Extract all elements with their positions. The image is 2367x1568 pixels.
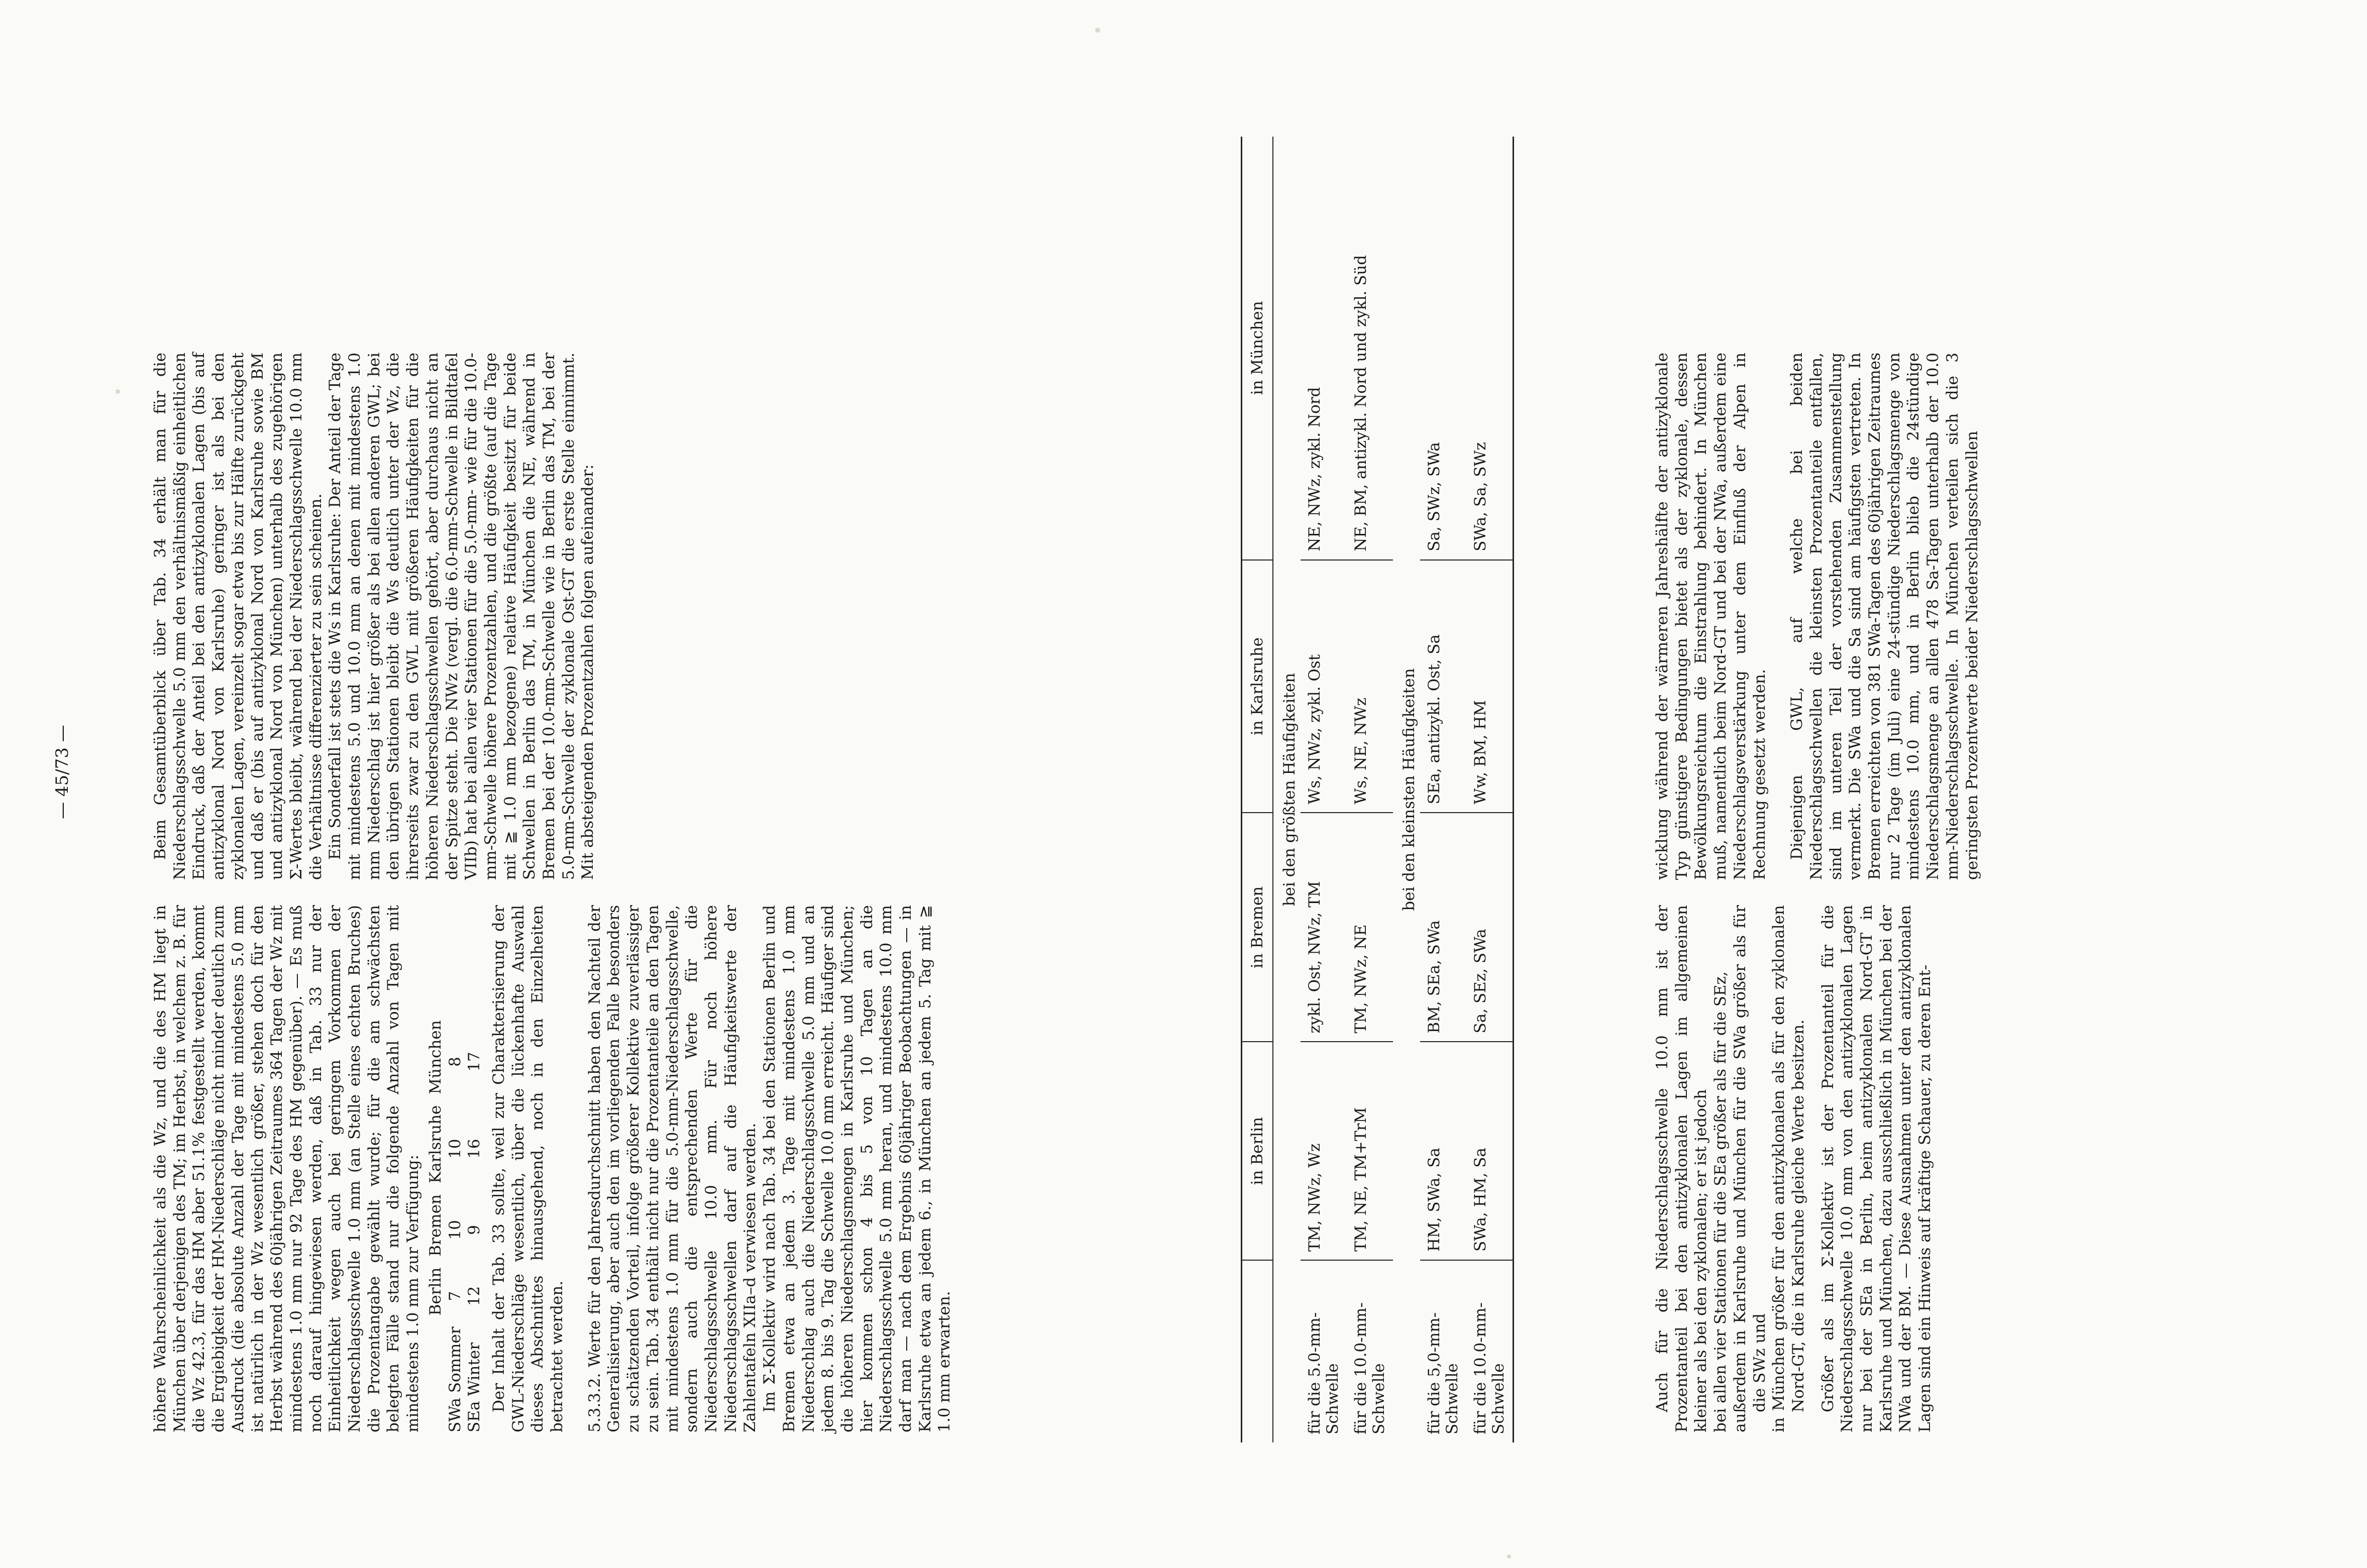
right-column-bottom: [1653, 353, 1982, 880]
table-cell: 7: [446, 1291, 464, 1301]
table-cell: Sa, SWz, SWa: [1420, 137, 1466, 560]
table-cell: 8: [446, 1057, 464, 1067]
scan-speck: [1507, 1554, 1511, 1558]
paragraph: Beim Gesamtüberblick über Tab. 34 erhält man für die Niederschlagsschwelle 5.0 mm den verhältnismäßig einheitlichen Eindruck, daß der Anteil bei den antizyklonalen Lagen (bis auf antizyklonal Nord von Karlsruhe) geringer ist als bei den zyklonalen Lagen, vereinzelt sogar etwa bis zur Hälfte zurückgeht und daß er (bis auf antizyklonal Nord von Karlsruhe sowie BM und antizyklonal Nord von München) unterhalb des zugehörigen Σ-Wertes bleibt, während bei der Niederschlagsschwelle 10.0 mm die Verhältnisse differenzierter zu sein scheinen.: [151, 353, 325, 880]
paragraph: 5.3.3.2. Werte für den Jahresdurchschnitt haben den Nachteil der Generalisierung, aber auch den im vorliegenden Falle besonders zu schätzenden Vorteil, infolge größerer Kollektive zuverlässiger zu sein. Tab. 34 enthält nicht nur die Prozentanteile an den Tagen mit mindestens 1.0 mm für die 5.0-mm-Niederschlagsschwelle, sondern auch die entsprechenden Werte für die Niederschlagsschwelle 10.0 mm. Für noch höhere Niederschlagsschwellen darf auf die Häufigkeitswerte der Zahlentafeln XIIa–d verwiesen werden.: [585, 905, 760, 1432]
table-row: [1301, 137, 1347, 1442]
paragraph: Diejenigen GWL, auf welche bei beiden Niederschlagsschwellen die kleinsten Prozentanteile entfallen, sind im unteren Teil der vorstehenden Zusammenstellung vermerkt. Die SWa und die Sa sind am häufigsten vertreten. In Bremen erreichten von 381 SWa-Tagen des 60jährigen Zeitraumes nur 2 Tage (im Juli) eine 24-stündige Niederschlagsmenge von mindestens 10.0 mm, und in Berlin blieb die 24stündige Niederschlagsmenge an allen 478 Sa-Tagen unterhalb der 10.0 mm-Niederschlagsschwelle. In München verteilen sich die 3 geringsten Prozentwerte beider Niederschlagsschwellen: [1788, 353, 1981, 880]
table-cell: Ws, NWz, zykl. Ost: [1301, 560, 1347, 813]
paragraph: höhere Wahrscheinlichkeit als die Wz, und die des HM liegt in München über derjenigen des TM; im Herbst, in welchem z. B. für die Wz 42.3, für das HM aber 51.1% festgestellt werden, kommt die Ergiebigkeit der HM-Niederschläge nicht minder deutlich zum Ausdruck (die absolute Anzahl der Tage mit mindestens 5.0 mm ist natürlich in der Wz wesentlich größer, stehen doch für den Herbst während des 60jährigen Zeitraumes 364 Tagen der Wz mit mindestens 1.0 mm nur 92 Tage des HM gegenüber). — Es muß noch darauf hingewiesen werden, daß in Tab. 33 nur der Einheitlichkeit wegen auch bei geringem Vorkommen der Niederschlagsschwelle 1.0 mm (an Stelle eines echten Bruches) die Prozentangabe gewählt wurde; für die am schwächsten belegten Fälle stand nur die folgende Anzahl von Tagen mit mindestens 1.0 mm zur Verfügung:: [151, 905, 422, 1432]
table-header: in Bremen: [1242, 813, 1273, 1042]
paragraph: Ein Sonderfall ist stets die Ws in Karlsruhe: Der Anteil der Tage mit mindestens 5.0 und 10.0 mm an denen mit mindestens 1.0 mm Niederschlag ist hier größer als bei allen anderen GWL; bei den übrigen Stationen bleibt die Ws deutlich unter der Wz, die ihrerseits zwar zu den GWL mit größeren Häufigkeiten für die höheren Niederschlagsschwellen gehört, aber durchaus nicht an der Spitze steht. Die NWz (vergl. die 6.0-mm-Schwelle in Bildtafel VIIb) hat bei allen vier Stationen für die 5.0-mm- wie für die 10.0-mm-Schwelle höhere Prozentzahlen, und die größte (auf die Tage mit ≧ 1.0 mm bezogene) relative Häufigkeit besitzt für beide Schwellen in Berlin das TM, in München die NE, während in Bremen bei der 10.0-mm-Schwelle wie in Berlin das TM, bei der 5.0-mm-Schwelle der zyklonale Ost-GT die erste Stelle einnimmt. Mit absteigenden Prozentzahlen folgen aufeinander:: [326, 353, 597, 880]
paragraph: Im Σ-Kollektiv wird nach Tab. 34 bei den Stationen Berlin und Bremen etwa an jedem 3. Tage mit mindestens 1.0 mm Niederschlag auch die Niederschlagsschwelle 5.0 mm und an jedem 8. bis 9. Tag die Schwelle 10.0 mm erreicht. Häufiger sind die höheren Niederschlagsmengen in Karlsruhe und München; hier kommen schon 4 bis 5 von 10 Tagen an die Niederschlagsschwelle 5.0 mm heran, und mindestens 10.0 mm darf man — nach dem Ergebnis 60jähriger Beobachtungen — in Karlsruhe etwa an jedem 6., in München an jedem 5. Tag mit ≧ 1.0 mm erwarten.: [761, 905, 954, 1432]
table-header: Karlsruhe: [426, 1105, 445, 1183]
table-cell: SWa, Sa, SWz: [1466, 137, 1514, 560]
table-cell: BM, SEa, SWa: [1420, 813, 1466, 1042]
table-header: in Berlin: [1242, 1042, 1273, 1260]
table-header: [1242, 1260, 1273, 1442]
table-header: Berlin: [426, 1267, 445, 1316]
table-header: Bremen: [426, 1194, 445, 1257]
table-cell: TM, NWz, NE: [1347, 813, 1393, 1042]
table-cell: SWa, HM, Sa: [1466, 1042, 1514, 1260]
table-cell: SWa Sommer: [446, 1326, 464, 1432]
page-number: — 45/73 —: [52, 725, 72, 819]
right-column-top-text: [151, 353, 598, 880]
table-cell: für die 5.0-mm-Schwelle: [1306, 1312, 1342, 1434]
table-row: [446, 1009, 465, 1432]
table-header-row: [1242, 137, 1273, 1442]
paragraph: wicklung während der wärmeren Jahreshälfte der antizyklonale Typ günstigere Bedingungen bietet als der zyklonale, dessen Bewölkungsreichtum die Einstrahlung behindert. In München muß, namentlich beim Nord-GT und bei der NWa, außerdem eine Niederschlagsverstärkung unter dem Einfluß der Alpen in Rechnung gesetzt werden.: [1653, 353, 1769, 880]
paragraph: Auch für die Niederschlagsschwelle 10.0 mm ist der Prozentanteil bei den antizyklonalen Lagen im allgemeinen kleiner als bei den zyklonalen; er ist jedoch: [1653, 905, 1710, 1432]
paragraph: Der Inhalt der Tab. 33 sollte, weil zur Charakterisierung der GWL-Niederschläge wesentlich, über die lückenhafte Auswahl dieses Abschnittes hinausgehend, noch in den Einzelheiten betrachtet werden.: [489, 905, 567, 1432]
rainy-days-table: [426, 1009, 484, 1432]
table-cell: SEa, antizykl. Ost, Sa: [1420, 560, 1466, 813]
table-cell: Ww, BM, HM: [1466, 560, 1514, 813]
table-cell: TM, NWz, Wz: [1301, 1042, 1347, 1260]
table-row: [1347, 137, 1393, 1442]
table-header: [426, 1315, 446, 1432]
table-cell: für die 10.0-mm-Schwelle: [1352, 1302, 1388, 1434]
table-cell: NE, BM, antizykl. Nord und zykl. Süd: [1347, 137, 1393, 560]
table-cell: SEa Winter: [465, 1342, 484, 1432]
group-heading-largest: bei den größten Häufigkeiten: [1280, 673, 1299, 907]
table-group-row: [1273, 137, 1301, 1442]
frequency-table: [1241, 137, 1514, 1442]
table-cell: 10: [446, 1220, 464, 1240]
table-header-row: [426, 1009, 446, 1432]
table-cell: 9: [465, 1224, 484, 1235]
list-item: in München größer für den antizyklonalen als für den zyklonalen Nord-GT, die in Karlsruhe gleiche Werte besitzen.: [1770, 905, 1807, 1432]
table-cell: 10: [446, 1139, 464, 1159]
list-item: außerdem in Karlsruhe und München für die SWa größer als für die SWz und: [1731, 905, 1769, 1432]
table-cell: TM, NE, TM+TrM: [1347, 1042, 1393, 1260]
group-heading-smallest: bei den kleinsten Häufigkeiten: [1400, 668, 1418, 911]
left-column-top: [151, 905, 954, 1432]
table-header: in Karlsruhe: [1242, 560, 1273, 813]
table-cell: Sa, SEz, SWa: [1466, 813, 1514, 1042]
table-cell: für die 10.0-mm-Schwelle: [1471, 1302, 1508, 1434]
table-header: München: [426, 1020, 445, 1094]
table-row: [1420, 137, 1466, 1442]
table-cell: 16: [465, 1139, 484, 1159]
table-cell: HM, SWa, Sa: [1420, 1042, 1466, 1260]
table-cell: für die 5,0-mm-Schwelle: [1425, 1312, 1461, 1434]
table-cell: zykl. Ost, NWz, TM: [1301, 813, 1347, 1042]
table-header: in München: [1242, 137, 1273, 560]
list-item: bei allen vier Stationen für die SEa größer als für die SEz,: [1711, 971, 1730, 1432]
table-cell: 17: [465, 1052, 484, 1072]
table-cell: 12: [465, 1286, 484, 1306]
paragraph: Größer als im Σ-Kollektiv ist der Prozentanteil für die Niederschlagsschwelle 10.0 mm von den antizyklonalen Lagen nur bei der SEa in Berlin, beim antizyklonalen Nord-GT in Karlsruhe und München, dazu ausschließlich in München bei der NWa und der BM. — Diese Ausnahmen unter den antizyklonalen Lagen sind ein Hinweis auf kräftige Schauer, zu deren Ent-: [1818, 905, 1934, 1432]
scan-speck: [116, 389, 120, 394]
table-row: [1466, 137, 1514, 1442]
table-group-row: [1393, 137, 1420, 1442]
left-column-bottom: [1653, 905, 1935, 1432]
scan-speck: [1095, 28, 1100, 33]
table-cell: Ws, NE, NWz: [1347, 560, 1393, 813]
exception-list: [1711, 905, 1808, 1432]
table-row: [465, 1009, 484, 1432]
table-cell: NE, NWz, zykl. Nord: [1301, 137, 1347, 560]
